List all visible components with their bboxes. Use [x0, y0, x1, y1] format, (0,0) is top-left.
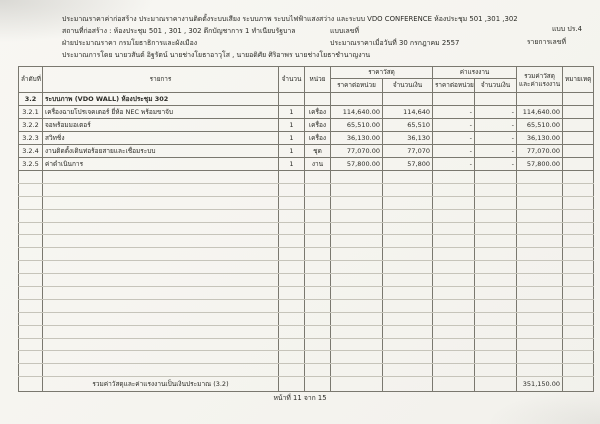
- table-row: 3.2.4 งานติดตั้งเดินท่อร้อยสายและเชื่อมระบบ 1 ชุด 77,070.00 77,070 - - 77,070.00: [19, 145, 594, 158]
- table-row: 3.2.1 เครื่องฉายโปรเจคเตอร์ ยี่ห้อ NEC พร้อมขาจับ 1 เครื่อง 114,640.00 114,640 - - 114,640.00: [19, 106, 594, 119]
- summary-label: รวมค่าวัสดุและค่าแรงงานเป็นเงินประมาณ (3.2): [43, 377, 279, 392]
- col-header-material-group: ราคาวัสดุ: [331, 67, 433, 79]
- empty-table-row: [19, 196, 594, 209]
- col-header-labor-amount: จำนวนเงิน: [475, 79, 517, 93]
- col-header-labor-group: ค่าแรงงาน: [433, 67, 517, 79]
- table-body: [19, 93, 594, 377]
- empty-table-row: [19, 364, 594, 377]
- col-header-labor-unit-price: ราคาต่อหน่วย: [433, 79, 475, 93]
- empty-table-row: [19, 222, 594, 235]
- col-header-material-amount: จำนวนเงิน: [383, 79, 433, 93]
- estimate-date-line: ประมาณราคาเมื่อวันที่ 30 กรกฎาคม 2557: [330, 39, 460, 47]
- empty-table-row: [19, 248, 594, 261]
- col-header-quantity: จำนวน: [279, 67, 305, 93]
- col-header-material-unit-price: ราคาต่อหน่วย: [331, 79, 383, 93]
- summary-total: 351,150.00: [517, 377, 563, 392]
- location-line: สถานที่ก่อสร้าง : ห้องประชุม 501 , 301 , 302 ตึกบัญชาการ 1 ทำเนียบรัฐบาล: [62, 27, 296, 35]
- table-row: 3.2 ระบบภาพ (VDO WALL) ห้องประชุม 302: [19, 93, 594, 106]
- table-row: 3.2.3 สวิทชิ่ง 1 เครื่อง 36,130.00 36,130 - - 36,130.00: [19, 132, 594, 145]
- summary-row: [19, 377, 594, 392]
- empty-table-row: [19, 338, 594, 351]
- empty-table-row: [19, 171, 594, 184]
- empty-table-row: [19, 351, 594, 364]
- doc-title: ประมาณราคาค่าก่อสร้าง ประมาณราคางานติดตั้งระบบเสียง ระบบภาพ ระบบไฟฟ้าแสงสว่าง และระบบ VDO CONFERENCE ห้องประชุม 501 ,301 ,302: [62, 15, 518, 23]
- col-header-remark: หมายเหตุ: [563, 67, 594, 93]
- col-header-total: [517, 67, 563, 93]
- empty-table-row: [19, 312, 594, 325]
- drawing-no-label: แบบเลขที่: [330, 27, 360, 35]
- form-code: แบบ ปร.4: [551, 25, 582, 33]
- table-row: 3.2.5 ค่าดำเนินการ 1 งาน 57,800.00 57,800 - - 57,800.00: [19, 158, 594, 171]
- col-header-total-line2: และค่าแรงงาน: [519, 79, 561, 88]
- table-header: [19, 67, 594, 93]
- empty-table-row: [19, 261, 594, 274]
- col-header-no: ลำดับที่: [19, 67, 43, 93]
- item-no-label: รายการเลขที่: [526, 38, 566, 46]
- table-row: 3.2.2 จอพร้อมมอเตอร์ 1 เครื่อง 65,510.00 65,510 - - 65,510.00: [19, 119, 594, 132]
- estimator-line: ประมาณการโดย นายวสันต์ อิฐรัตน์ นายช่างโยธาอาวุโส , นายอดิศัย ศิริอาพร นายช่างโยธาชำนาญงาน: [62, 51, 371, 59]
- empty-table-row: [19, 183, 594, 196]
- col-header-total-line1: รวมค่าวัสดุ: [524, 71, 555, 80]
- col-header-unit: หน่วย: [305, 67, 331, 93]
- empty-table-row: [19, 274, 594, 287]
- col-header-description: รายการ: [43, 67, 279, 93]
- empty-table-row: [19, 325, 594, 338]
- cost-estimate-table: [18, 66, 594, 392]
- empty-table-row: [19, 287, 594, 300]
- table-footer: [19, 377, 594, 392]
- empty-table-row: [19, 235, 594, 248]
- page-footer: หน้าที่ 11 จาก 15: [273, 394, 327, 402]
- empty-table-row: [19, 299, 594, 312]
- empty-table-row: [19, 209, 594, 222]
- division-line: ฝ่ายประมาณราคา กรมโยธาธิการและผังเมือง: [62, 39, 198, 47]
